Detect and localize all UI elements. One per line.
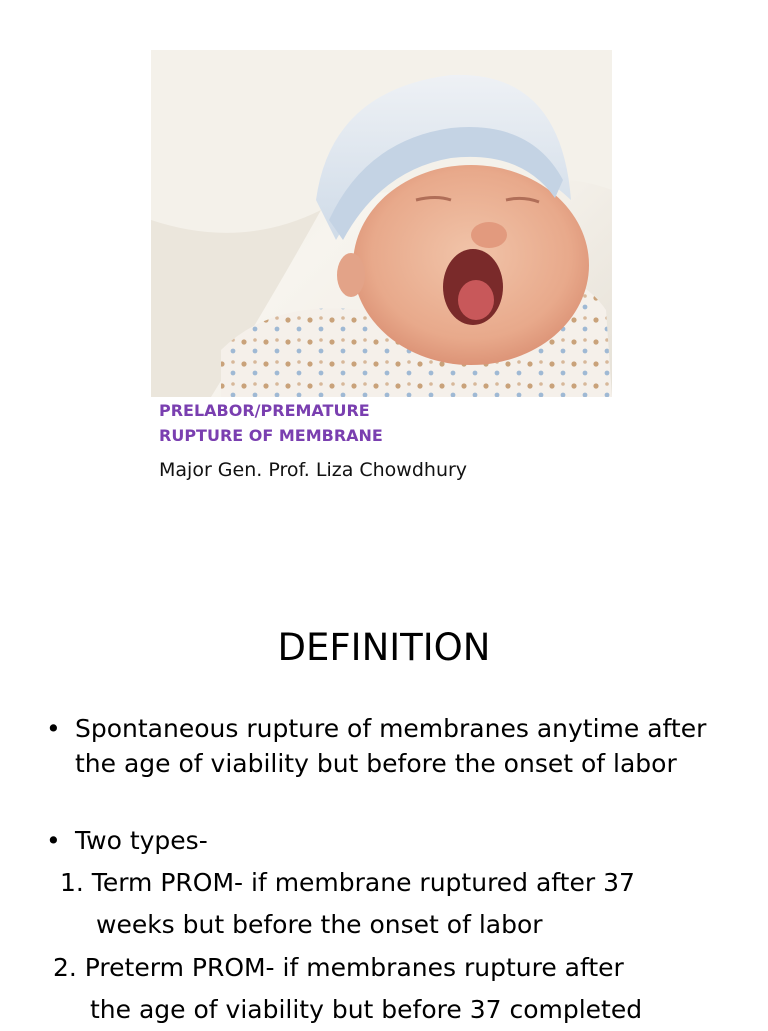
type-1-line-1: 1. Term PROM- if membrane ruptured after 37 (60, 868, 635, 897)
bullet-definition (46, 711, 736, 781)
type-1-line-2: weeks but before the onset of labor (96, 910, 543, 939)
title-line-1: PRELABOR/PREMATURE (159, 401, 370, 420)
bullet-dot: • (46, 714, 61, 743)
type-2-line-1: 2. Preterm PROM- if membranes rupture after (53, 953, 624, 982)
bullet-text: Spontaneous rupture of membranes anytime after the age of viability but before the onset of labor (75, 714, 707, 778)
slide-heading: DEFINITION (277, 626, 491, 669)
bullet-dot: • (46, 826, 61, 855)
bullet-two-types (46, 823, 736, 858)
title-line-2: RUPTURE OF MEMBRANE (159, 426, 383, 445)
presentation-title (159, 398, 479, 448)
author-name: Major Gen. Prof. Liza Chowdhury (159, 459, 468, 481)
cover-photo (151, 50, 612, 397)
type-2-line-2: the age of viability but before 37 completed (90, 995, 643, 1024)
newborn-baby-image (151, 50, 612, 397)
bullet-text: Two types- (75, 826, 208, 855)
